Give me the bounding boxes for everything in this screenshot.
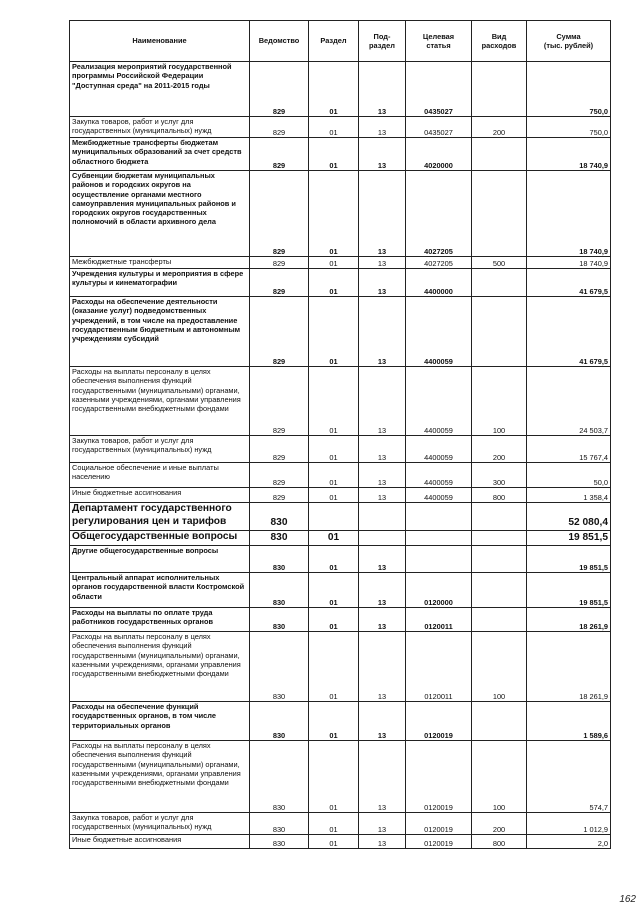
row-target-article: 4400059: [406, 297, 472, 367]
row-department: 829: [250, 297, 309, 367]
header-subsection: Под- раздел: [359, 21, 406, 62]
row-department: 830: [250, 608, 309, 632]
row-name: Расходы на выплаты персоналу в целях обеспечения выполнения функций государственными (муниципальными) органами, казенными учреждениями, органами управления государственными внебюджетными фондами: [70, 741, 250, 813]
row-expense-type: [472, 608, 527, 632]
row-department: 830: [250, 546, 309, 573]
row-section: 01: [309, 171, 359, 257]
row-target-article: 0120011: [406, 632, 472, 702]
row-name: Расходы на обеспечение деятельности (оказание услуг) подведомственных учреждений, в том числе на предоставление государственным бюджетным и автономным учреждениям субсидий: [70, 297, 250, 367]
row-amount: 15 767,4: [527, 436, 611, 463]
row-department: 830: [250, 503, 309, 531]
row-name: Центральный аппарат исполнительных органов государственной власти Костромской области: [70, 573, 250, 608]
row-subsection: 13: [359, 488, 406, 503]
table-row: [70, 297, 611, 367]
row-target-article: 4400059: [406, 367, 472, 436]
row-section: 01: [309, 269, 359, 297]
row-subsection: 13: [359, 546, 406, 573]
table-row: [70, 546, 611, 573]
row-subsection: 13: [359, 702, 406, 741]
row-expense-type: [472, 546, 527, 573]
row-section: [309, 503, 359, 531]
row-section: 01: [309, 632, 359, 702]
header-amount: Сумма (тыс. рублей): [527, 21, 611, 62]
row-name: Учреждения культуры и мероприятия в сфере культуры и кинематографии: [70, 269, 250, 297]
row-name: Закупка товаров, работ и услуг для государственных (муниципальных) нужд: [70, 117, 250, 138]
row-department: 829: [250, 463, 309, 488]
row-subsection: 13: [359, 138, 406, 171]
row-target-article: 0120019: [406, 835, 472, 849]
row-name: Расходы на выплаты персоналу в целях обеспечения выполнения функций государственными (муниципальными) органами, казенными учреждениями, органами управления государственными внебюджетными фондами: [70, 367, 250, 436]
row-target-article: 0120011: [406, 608, 472, 632]
row-section: 01: [309, 257, 359, 269]
row-subsection: 13: [359, 117, 406, 138]
row-section: 01: [309, 608, 359, 632]
row-target-article: 4400059: [406, 463, 472, 488]
row-department: 830: [250, 573, 309, 608]
row-section: 01: [309, 813, 359, 835]
row-expense-type: [472, 62, 527, 117]
row-section: 01: [309, 436, 359, 463]
row-section: 01: [309, 573, 359, 608]
row-target-article: 0120000: [406, 573, 472, 608]
row-expense-type: [472, 297, 527, 367]
table-row: [70, 531, 611, 546]
row-target-article: 4027205: [406, 171, 472, 257]
row-target-article: 4400000: [406, 269, 472, 297]
table-row: [70, 488, 611, 503]
row-amount: 18 740,9: [527, 138, 611, 171]
row-department: 829: [250, 367, 309, 436]
row-expense-type: 200: [472, 436, 527, 463]
row-expense-type: 800: [472, 835, 527, 849]
row-subsection: 13: [359, 608, 406, 632]
row-target-article: 4400059: [406, 436, 472, 463]
row-name: Департамент государственного регулирования цен и тарифов: [70, 503, 250, 531]
row-expense-type: 800: [472, 488, 527, 503]
row-amount: 41 679,5: [527, 269, 611, 297]
row-target-article: 0120019: [406, 813, 472, 835]
header-expense-type: Вид расходов: [472, 21, 527, 62]
row-subsection: 13: [359, 62, 406, 117]
table-row: [70, 503, 611, 531]
table-row: [70, 573, 611, 608]
row-amount: 750,0: [527, 62, 611, 117]
row-target-article: 0435027: [406, 117, 472, 138]
row-target-article: [406, 531, 472, 546]
row-section: 01: [309, 62, 359, 117]
table-header-row: [70, 21, 611, 62]
row-department: 829: [250, 436, 309, 463]
row-subsection: 13: [359, 436, 406, 463]
table-row: [70, 171, 611, 257]
row-amount: 41 679,5: [527, 297, 611, 367]
row-amount: 18 261,9: [527, 608, 611, 632]
row-expense-type: 300: [472, 463, 527, 488]
row-name: Межбюджетные трансферты бюджетам муниципальных образований за счет средств областного бюджета: [70, 138, 250, 171]
row-target-article: 4020000: [406, 138, 472, 171]
row-target-article: 0435027: [406, 62, 472, 117]
row-name: Социальное обеспечение и иные выплаты населению: [70, 463, 250, 488]
row-name: Расходы на выплаты персоналу в целях обеспечения выполнения функций государственными (муниципальными) органами, казенными учреждениями, органами управления государственными внебюджетными фондами: [70, 632, 250, 702]
header-department: Ведомство: [250, 21, 309, 62]
row-subsection: 13: [359, 269, 406, 297]
row-section: 01: [309, 835, 359, 849]
row-amount: 2,0: [527, 835, 611, 849]
table-row: [70, 741, 611, 813]
row-section: 01: [309, 546, 359, 573]
row-amount: 18 261,9: [527, 632, 611, 702]
row-amount: 18 740,9: [527, 257, 611, 269]
row-department: 829: [250, 488, 309, 503]
header-target-article: Целевая статья: [406, 21, 472, 62]
row-subsection: 13: [359, 835, 406, 849]
row-department: 829: [250, 138, 309, 171]
table-row: [70, 257, 611, 269]
row-department: 829: [250, 257, 309, 269]
row-section: 01: [309, 463, 359, 488]
table-row: [70, 702, 611, 741]
row-subsection: 13: [359, 257, 406, 269]
row-name: Закупка товаров, работ и услуг для государственных (муниципальных) нужд: [70, 813, 250, 835]
row-name: Другие общегосударственные вопросы: [70, 546, 250, 573]
table-row: [70, 463, 611, 488]
row-expense-type: 100: [472, 741, 527, 813]
row-target-article: [406, 503, 472, 531]
table-row: [70, 117, 611, 138]
row-amount: 1 358,4: [527, 488, 611, 503]
row-department: 830: [250, 835, 309, 849]
row-department: 830: [250, 632, 309, 702]
row-name: Иные бюджетные ассигнования: [70, 835, 250, 849]
row-name: Расходы на выплаты по оплате труда работников государственных органов: [70, 608, 250, 632]
row-amount: 574,7: [527, 741, 611, 813]
row-subsection: 13: [359, 297, 406, 367]
row-amount: 19 851,5: [527, 531, 611, 546]
row-department: 830: [250, 702, 309, 741]
row-amount: 50,0: [527, 463, 611, 488]
row-target-article: 4027205: [406, 257, 472, 269]
row-expense-type: [472, 269, 527, 297]
budget-table: [69, 20, 611, 849]
row-section: 01: [309, 297, 359, 367]
row-target-article: 4400059: [406, 488, 472, 503]
row-expense-type: [472, 531, 527, 546]
row-name: Расходы на обеспечение функций государственных органов, в том числе территориальных органов: [70, 702, 250, 741]
header-name: Наименование: [70, 21, 250, 62]
row-department: 830: [250, 531, 309, 546]
row-amount: 24 503,7: [527, 367, 611, 436]
row-target-article: 0120019: [406, 741, 472, 813]
row-department: 829: [250, 171, 309, 257]
row-expense-type: 100: [472, 367, 527, 436]
row-section: 01: [309, 367, 359, 436]
row-department: 830: [250, 741, 309, 813]
row-subsection: 13: [359, 463, 406, 488]
row-amount: 1 589,6: [527, 702, 611, 741]
row-amount: 52 080,4: [527, 503, 611, 531]
header-section: Раздел: [309, 21, 359, 62]
row-name: Реализация мероприятий государственной программы Российской Федерации "Доступная среда" на 2011-2015 годы: [70, 62, 250, 117]
table-row: [70, 138, 611, 171]
page-number: 162: [619, 894, 636, 905]
row-amount: 19 851,5: [527, 546, 611, 573]
row-subsection: 13: [359, 367, 406, 436]
row-department: 830: [250, 813, 309, 835]
table-row: [70, 436, 611, 463]
row-subsection: [359, 503, 406, 531]
row-expense-type: 200: [472, 813, 527, 835]
row-name: Иные бюджетные ассигнования: [70, 488, 250, 503]
table-row: [70, 632, 611, 702]
row-section: 01: [309, 138, 359, 171]
row-subsection: 13: [359, 573, 406, 608]
row-amount: 750,0: [527, 117, 611, 138]
row-target-article: 0120019: [406, 702, 472, 741]
row-expense-type: [472, 171, 527, 257]
row-name: Закупка товаров, работ и услуг для государственных (муниципальных) нужд: [70, 436, 250, 463]
table-row: [70, 608, 611, 632]
row-department: 829: [250, 62, 309, 117]
row-department: 829: [250, 269, 309, 297]
row-subsection: 13: [359, 171, 406, 257]
table-row: [70, 62, 611, 117]
row-name: Субвенции бюджетам муниципальных районов и городских округов на осуществление органами местного самоуправления муниципальных районов и городских округов государственных полномочий в области архивного дела: [70, 171, 250, 257]
row-name: Общегосударственные вопросы: [70, 531, 250, 546]
table-row: [70, 269, 611, 297]
row-target-article: [406, 546, 472, 573]
row-expense-type: [472, 138, 527, 171]
row-section: 01: [309, 488, 359, 503]
row-subsection: 13: [359, 632, 406, 702]
row-department: 829: [250, 117, 309, 138]
row-name: Межбюджетные трансферты: [70, 257, 250, 269]
row-expense-type: 200: [472, 117, 527, 138]
row-section: 01: [309, 702, 359, 741]
row-subsection: 13: [359, 741, 406, 813]
row-amount: 1 012,9: [527, 813, 611, 835]
table-row: [70, 367, 611, 436]
row-section: 01: [309, 531, 359, 546]
row-section: 01: [309, 741, 359, 813]
table-row: [70, 813, 611, 835]
row-expense-type: 500: [472, 257, 527, 269]
row-expense-type: [472, 573, 527, 608]
row-expense-type: [472, 702, 527, 741]
row-expense-type: [472, 503, 527, 531]
row-expense-type: 100: [472, 632, 527, 702]
row-amount: 19 851,5: [527, 573, 611, 608]
row-amount: 18 740,9: [527, 171, 611, 257]
row-subsection: 13: [359, 813, 406, 835]
table-row: [70, 835, 611, 849]
row-subsection: [359, 531, 406, 546]
row-section: 01: [309, 117, 359, 138]
